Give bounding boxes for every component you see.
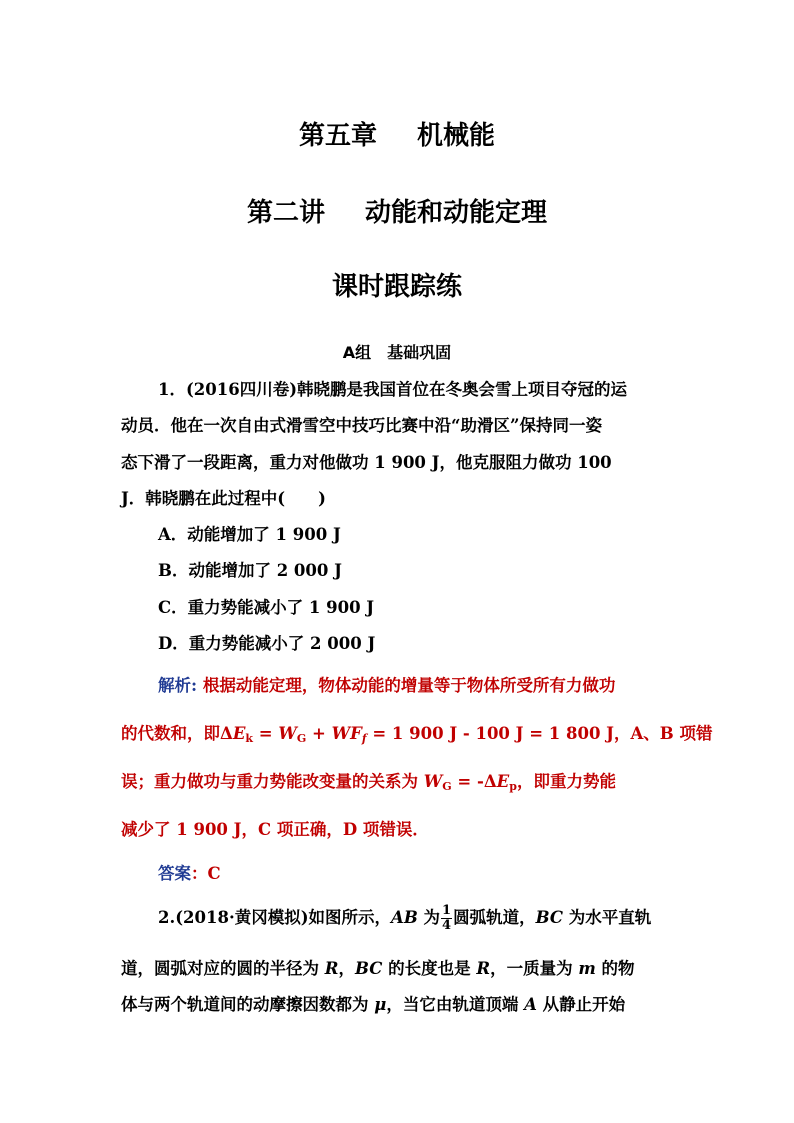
- q2-text: 的长度也是: [382, 959, 477, 978]
- q2-text: 2.(2018·黄冈模拟)如图所示，: [158, 908, 392, 927]
- lecture-title: 动能和动能定理: [365, 198, 548, 228]
- analysis-text-1: 根据动能定理，物体动能的增量等于物体所受所有力做功: [202, 676, 616, 695]
- q1-analysis-line4: 减少了 1 900 J，C 项正确，D 项错误．: [121, 820, 429, 839]
- q1-option-b: B．动能增加了 2 000 J: [158, 561, 342, 580]
- q1-analysis-line1: [158, 672, 615, 696]
- q1-stem-line1: 1．(2016四川卷)韩晓鹏是我国首位在冬奥会雪上项目夺冠的运: [158, 380, 628, 399]
- q1-analysis-line2: [121, 720, 712, 745]
- chapter-title: 机械能: [417, 121, 496, 151]
- q2-text: ，: [338, 959, 355, 978]
- q2-var-a: A: [524, 995, 537, 1014]
- q2-stem-line2: [121, 955, 635, 979]
- q2-var-bc: BC: [535, 908, 563, 927]
- q2-text: 的物: [595, 959, 635, 978]
- quarter-fraction: [441, 904, 452, 933]
- q1-analysis-line3: [121, 768, 616, 793]
- q2-text: 为水平直轨: [562, 908, 652, 927]
- q2-var-mu: μ: [374, 995, 387, 1014]
- formula-gravity-work: $W_G = -\Delta E_p$: [423, 772, 517, 793]
- q1-option-c: C．重力势能减小了 1 900 J: [158, 598, 375, 617]
- q2-stem-line3: [121, 991, 625, 1015]
- q1-stem-line2: 动员．他在一次自由式滑雪空中技巧比赛中沿“助滑区”保持同一姿: [121, 416, 602, 435]
- analysis-label: 解析:: [158, 676, 198, 695]
- formula-work-energy: $\Delta E_k = W_G + WF_f$: [220, 724, 367, 745]
- analysis-text-3a: 误；重力做功与重力势能改变量的关系为: [121, 772, 424, 791]
- chapter-heading: [0, 115, 794, 152]
- q1-option-d: D．重力势能减小了 2 000 J: [158, 634, 376, 653]
- q2-text: 圆弧轨道，: [453, 908, 536, 927]
- q2-stem-line1: [158, 904, 651, 933]
- q1-stem-line4: J．韩晓鹏在此过程中( ): [121, 489, 326, 508]
- q1-answer: [158, 860, 221, 884]
- q2-var-ab: AB: [391, 908, 418, 927]
- group-heading: A组 基础巩固: [342, 343, 452, 362]
- analysis-text-2b: = 1 900 J - 100 J = 1 800 J，A、B 项错: [366, 724, 713, 743]
- analysis-text-2a: 的代数和，即: [121, 724, 220, 743]
- chapter-number: 第五章: [298, 121, 377, 151]
- q2-text: 从静止开始: [536, 995, 626, 1014]
- q2-text: 道，圆弧对应的圆的半径为: [121, 959, 325, 978]
- q2-text: 体与两个轨道间的动摩擦因数都为: [121, 995, 375, 1014]
- q2-text: 为: [417, 908, 441, 927]
- fraction-denominator: 4: [442, 918, 452, 933]
- q2-text: ，当它由轨道顶端: [386, 995, 525, 1014]
- lecture-number: 第二讲: [246, 198, 325, 228]
- q2-var-r: R: [476, 959, 491, 978]
- q1-option-a: A．动能增加了 1 900 J: [158, 525, 341, 544]
- q1-stem-line3: 态下滑了一段距离，重力对他做功 1 900 J，他克服阻力做功 100: [121, 453, 612, 472]
- section-heading: 课时跟踪练: [331, 272, 462, 302]
- q2-text: ，一质量为: [490, 959, 579, 978]
- lecture-heading: [0, 192, 794, 229]
- q2-var-m: m: [578, 959, 596, 978]
- q2-var-bc: BC: [354, 959, 383, 978]
- q2-var-r: R: [324, 959, 339, 978]
- fraction-numerator: 1: [442, 903, 452, 918]
- analysis-text-3b: ，即重力势能: [516, 772, 616, 791]
- answer-value: ：C: [191, 864, 221, 883]
- answer-label: 答案: [158, 864, 191, 883]
